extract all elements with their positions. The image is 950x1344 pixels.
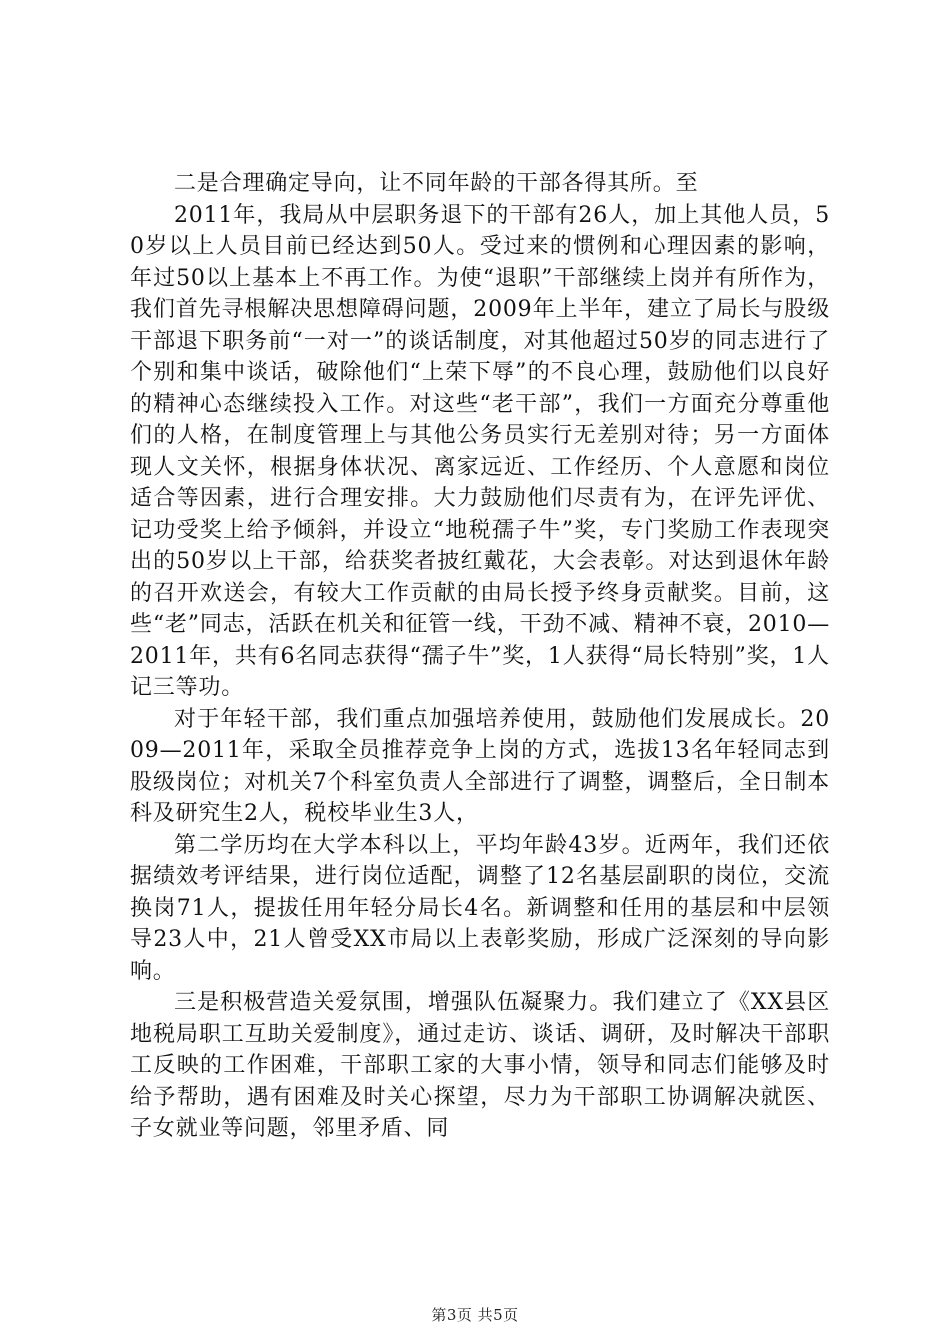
paragraph-senior-cadres: 2011年，我局从中层职务退下的干部有26人，加上其他人员，50岁以上人员目前已经达到50人。受过来的惯例和心理因素的影响，年过50以上基本上不再工作。为使“退职”干部继续上岗并有所作为，我们首先寻根解决思想障碍问题，2009年上半年，建立了局长与股级干部退下职务前“一对一”的谈话制度，对其他超过50岁的同志进行了个别和集中谈话，破除他们“上荣下辱”的不良心理，鼓励他们以良好的精神心态继续投入工作。对这些“老干部”，我们一方面充分尊重他们的人格，在制度管理上与其他公务员实行无差别对待；另一方面体现人文关怀，根据身体状况、离家远近、工作经历、个人意愿和岗位适合等因素，进行合理安排。大力鼓励他们尽责有为，在评先评优、记功受奖上给予倾斜，并设立“地税孺子牛”奖，专门奖励工作表现突出的50岁以上干部，给获奖者披红戴花，大会表彰。对达到退休年龄的召开欢送会，有较大工作贡献的由局长授予终身贡献奖。目前，这些“老”同志，活跃在机关和征管一线，干劲不减、精神不衰，2010—2011年，共有6名同志获得“孺子牛”奖，1人获得“局长特别”奖，1人记三等功。 <box>130 202 830 700</box>
page-footer: 第3页 共5页 <box>431 1306 519 1324</box>
paragraph-guidance-heading: 二是合理确定导向，让不同年龄的干部各得其所。至 <box>174 171 699 196</box>
paragraph-young-cadres: 对于年轻干部，我们重点加强培养使用，鼓励他们发展成长。2009—2011年，采取全员推荐竞争上岗的方式，选拔13名年轻同志到股级岗位；对机关7个科室负责人全部进行了调整，调整后，全日制本科及研究生2人，税校毕业生3人， <box>130 706 830 826</box>
paragraph-care-atmosphere: 三是积极营造关爱氛围，增强队伍凝聚力。我们建立了《XX县区地税局职工互助关爱制度》，通过走访、谈话、调研，及时解决干部职工反映的工作困难，干部职工家的大事小情，领导和同志们能够及时给予帮助，遇有困难及时关心探望，尽力为干部职工协调解决就医、子女就业等问题，邻里矛盾、同 <box>130 990 830 1141</box>
paragraph-education-rotation: 第二学历均在大学本科以上，平均年龄43岁。近两年，我们还依据绩效考评结果，进行岗位适配，调整了12名基层副职的岗位，交流换岗71人，提拔任用年轻分局长4名。新调整和任用的基层和中层领导23人中，21人曾受XX市局以上表彰奖励，形成广泛深刻的导向影响。 <box>130 832 830 984</box>
document-body <box>130 168 830 1145</box>
